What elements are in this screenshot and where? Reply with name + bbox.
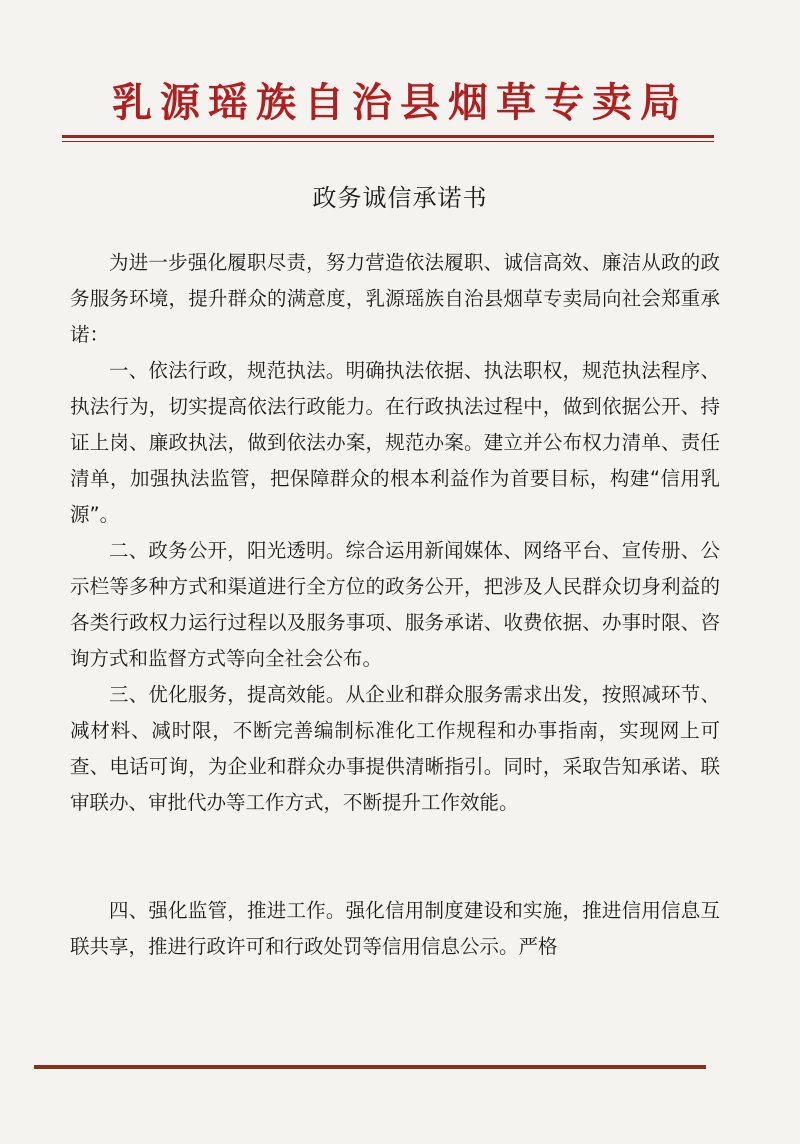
clause-paragraph-3: 三、优化服务，提高效能。从企业和群众服务需求出发，按照减环节、减材料、减时限，不断完善编制标准化工作规程和办事指南，实现网上可查、电话可询，为企业和群众办事提供清晰指引。同时，采取告知承诺、联审联办、审批代办等工作方式，不断提升工作效能。 xyxy=(70,683,720,814)
document-title: 政务诚信承诺书 xyxy=(312,184,488,212)
letterhead-title: 乳源瑶族自治县烟草专卖局 xyxy=(112,79,688,126)
intro-paragraph: 为进一步强化履职尽责，努力营造依法履职、诚信高效、廉洁从政的政务服务环境，提升群众的满意度，乳源瑶族自治县烟草专卖局向社会郑重承诺： xyxy=(70,251,720,346)
letterhead-rule-thick xyxy=(62,135,714,138)
clause-paragraph-2: 二、政务公开，阳光透明。综合运用新闻媒体、网络平台、宣传册、公示栏等多种方式和渠道进行全方位的政务公开，把涉及人民群众切身利益的各类行政权力运行过程以及服务事项、服务承诺、收费依据、办事时限、咨询方式和监督方式等向全社会公布。 xyxy=(70,539,720,670)
letterhead-rule-thin xyxy=(62,141,714,142)
clause-paragraph-1: 一、依法行政，规范执法。明确执法依据、执法职权，规范执法程序、执法行为，切实提高依法行政能力。在行政执法过程中，做到依据公开、持证上岗、廉政执法，做到依法办案，规范办案。建立并公布权力清单、责任清单，加强执法监管，把保障群众的根本利益作为首要目标，构建“信用乳源”。 xyxy=(70,359,720,526)
footer-rule xyxy=(34,1065,706,1069)
clause-paragraph-4: 四、强化监管，推进工作。强化信用制度建设和实施，推进信用信息互联共享，推进行政许可和行政处罚等信用信息公示。严格 xyxy=(70,899,720,958)
document-body xyxy=(70,245,720,965)
